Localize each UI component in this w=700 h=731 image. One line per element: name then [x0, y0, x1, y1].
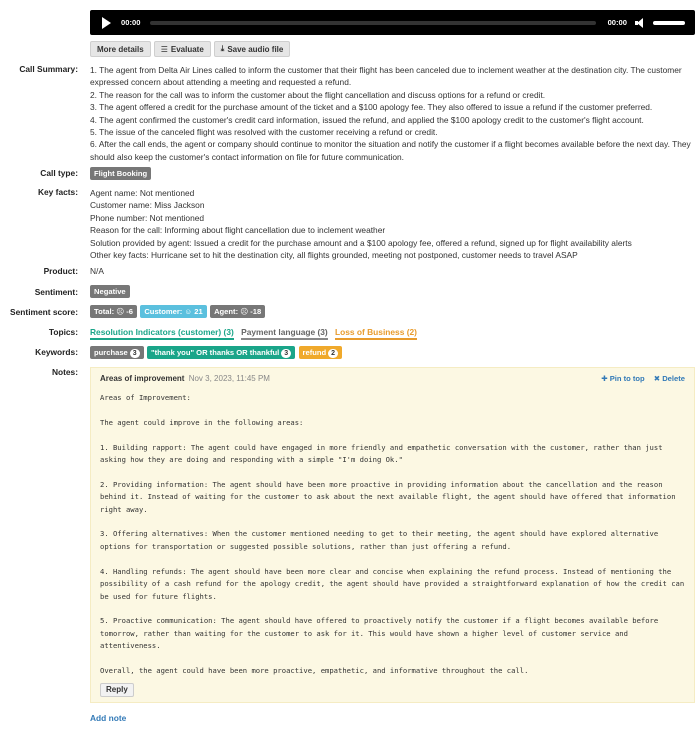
key-fact: Other key facts: Hurricane set to hit the destination city, all flights grounded, meeting not postponed, customer needs to travel ASAP [90, 250, 578, 261]
summary-item: 4. The agent confirmed the customer's credit card information, issued the refund, and applied the $100 apology credit to the customer's flight account. [90, 114, 644, 125]
seek-bar[interactable] [150, 21, 595, 25]
call-type-label: Call type: [40, 168, 78, 178]
keyword-label: refund [302, 348, 327, 357]
close-icon: ✖ [653, 374, 661, 383]
delete-label: Delete [662, 374, 685, 383]
download-icon: ⤓ [220, 44, 225, 53]
volume-icon[interactable] [635, 18, 647, 28]
pin-label: Pin to top [609, 374, 645, 383]
topics [90, 327, 422, 340]
delete-button[interactable] [654, 374, 685, 383]
keyword-badge[interactable] [299, 346, 343, 359]
call-type [90, 167, 152, 180]
product-value: N/A [90, 266, 104, 276]
pin-to-top-button[interactable] [601, 374, 645, 383]
key-facts-label: Key facts: [37, 187, 78, 197]
summary-item: 2. The reason for the call was to inform the customer about the flight cancellation and discuss options for a refund or credit. [90, 89, 546, 100]
key-fact: Phone number: Not mentioned [90, 212, 205, 223]
keywords-label: Keywords: [35, 347, 78, 357]
note-date: Nov 3, 2023, 11:45 PM [188, 374, 270, 383]
notes-label: Notes: [51, 367, 78, 377]
agent-score-badge: Agent: ☹ -18 [210, 305, 265, 318]
volume-slider[interactable] [653, 21, 685, 25]
summary-item: 6. After the call ends, the agent or company should continue to monitor the situation and notify the customer if a flight becomes available before the next day. They should also keep the customer's contact information on file for future communication. [90, 139, 691, 162]
keyword-count: 2 [328, 349, 338, 358]
keyword-badge[interactable] [90, 346, 144, 359]
keyword-label: purchase [94, 348, 128, 357]
key-facts [90, 187, 632, 261]
evaluate-label: Evaluate [170, 44, 204, 54]
customer-score-badge: Customer: ☺ 21 [140, 305, 206, 318]
topic-link[interactable]: Resolution Indicators (customer) (3) [90, 327, 234, 340]
sentiment-score [90, 305, 266, 318]
topic-link[interactable]: Payment language (3) [241, 327, 328, 340]
more-details-button[interactable] [90, 41, 151, 57]
sentiment-score-label: Sentiment score: [10, 307, 78, 317]
note-body: Areas of Improvement: The agent could improve in the following areas: 1. Building rapport: The agent could have engaged in more friendly and empathetic conversation with the customer, rather than just asking how they are doing and responding with a simple "I'm doing Ok." 2. Providing information: The agent should have been more proactive in providing information about the cancellation and the reason behind it. Instead of waiting for the customer to ask about the next available flight, the agent should have offered that information right away. 3. Offering alternatives: When the customer mentioned needing to get to their meeting, the agent should have explored alternative options for transportation or suggested possible solutions, rather than just offering a refund. 4. Handling refunds: The agent should have been more clear and concise when explaining the refund process. Instead of mentioning the possibility of a cash refund for the apology credit, the agent should have provided a straightforward explanation of how the credit can be used for future flights. 5. Proactive communication: The agent should have offered to proactively notify the customer if a flight becomes available before tomorrow, rather than waiting for the customer to ask for it. This would have shown a higher level of customer service and attentiveness. Overall, the agent could have been more proactive, empathetic, and informative throughout the call. [100, 393, 685, 675]
product-label: Product: [43, 266, 78, 276]
sentiment-badge: Negative [90, 285, 130, 298]
action-toolbar [90, 41, 290, 57]
key-fact: Agent name: Not mentioned [90, 188, 195, 198]
summary-item: 3. The agent offered a credit for the purchase amount of the ticket and a $100 apology fee. They also offered to issue a refund if the customer preferred. [90, 102, 653, 113]
keyword-badge[interactable] [147, 346, 295, 359]
keyword-count: 3 [281, 349, 291, 358]
note-title: Areas of improvement [100, 374, 185, 383]
reply-button[interactable]: Reply [100, 683, 134, 697]
keyword-count: 3 [130, 349, 140, 358]
call-summary-label: Call Summary: [19, 64, 78, 74]
note-actions [601, 374, 685, 383]
duration: 00:00 [607, 18, 627, 27]
add-note-link[interactable]: Add note [90, 713, 127, 723]
current-time: 00:00 [121, 18, 141, 27]
keyword-label: "thank you" OR thanks OR thankful [151, 348, 280, 357]
play-icon[interactable] [102, 17, 111, 29]
more-details-label: More details [97, 44, 144, 54]
list-icon: ☰ [160, 44, 168, 54]
topic-link[interactable]: Loss of Business (2) [335, 327, 417, 340]
save-audio-label: Save audio file [227, 44, 284, 54]
topics-label: Topics: [48, 327, 78, 337]
key-fact: Reason for the call: Informing about flight cancellation due to inclement weather [90, 225, 386, 236]
keywords [90, 346, 343, 359]
note-card [90, 367, 695, 703]
total-score-badge: Total: ☹ -6 [90, 305, 137, 318]
note-header [100, 374, 270, 383]
sentiment-label: Sentiment: [34, 287, 78, 297]
evaluate-button[interactable] [154, 41, 211, 57]
sentiment [90, 285, 131, 298]
call-type-badge: Flight Booking [90, 167, 151, 180]
key-fact: Solution provided by agent: Issued a credit for the purchase amount and a $100 apology fee, offered a refund, signed up for flight availability alerts [90, 237, 632, 248]
audio-player[interactable] [90, 10, 695, 35]
key-fact: Customer name: Miss Jackson [90, 200, 205, 211]
call-summary [90, 64, 695, 163]
summary-item: 5. The issue of the canceled flight was resolved with the customer receiving a refund or credit. [90, 127, 438, 138]
pin-icon: ✚ [601, 374, 608, 383]
save-audio-button[interactable] [214, 41, 291, 57]
summary-item: 1. The agent from Delta Air Lines called to inform the customer that their flight has been canceled due to inclement weather at the destination city. The customer expressed concern about attending a meeting and requested a refund. [90, 65, 682, 88]
